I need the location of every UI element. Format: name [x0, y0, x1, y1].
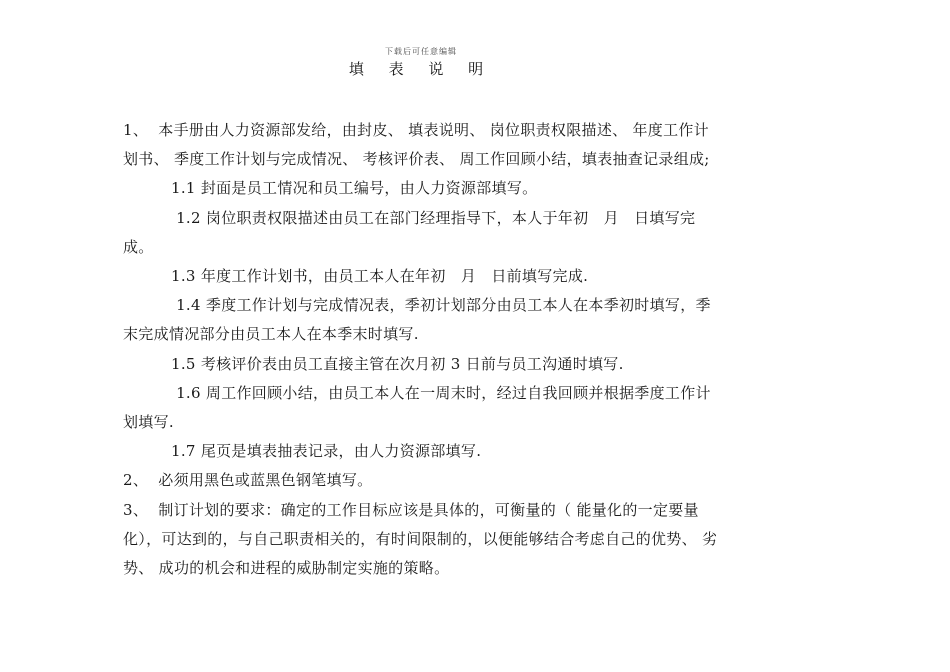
instruction-item-1-3: 1.3 年度工作计划书，由员工本人在年初 月 日前填写完成.	[171, 267, 589, 286]
instruction-item-2: 2、 必须用黑色或蓝黑色钢笔填写。	[123, 471, 373, 490]
page-title: 填 表 说 明	[348, 60, 494, 78]
watermark-text: 下载后可任意编辑	[385, 47, 457, 56]
instruction-item-1-7: 1.7 尾页是填表抽表记录，由人力资源部填写.	[171, 442, 482, 461]
instruction-item-1-4: 1.4 季度工作计划与完成情况表，季初计划部分由员工本人在本季初时填写，季末完成情况部分由员工本人在本季末时填写.	[123, 296, 711, 344]
instruction-item-3: 3、 制订计划的要求：确定的工作目标应该是具体的，可衡量的（ 能量化的一定要量化），可达到的，与自己职责相关的，有时间限制的，以便能够结合考虑自己的优势、 劣势、 成功的机会和进程的威胁制定实施的策略。	[123, 500, 718, 578]
instruction-item-1: 1、 本手册由人力资源部发给，由封皮、 填表说明、 岗位职责权限描述、 年度工作计划书、 季度工作计划与完成情况、 考核评价表、 周工作回顾小结，填表抽查记录组成;	[123, 121, 710, 169]
instruction-item-1-2: 1.2 岗位职责权限描述由员工在部门经理指导下，本人于年初 月 日填写完成。	[123, 208, 696, 256]
instruction-item-1-6: 1.6 周工作回顾小结，由员工本人在一周末时，经过自我回顾并根据季度工作计划填写.	[123, 383, 711, 432]
instruction-item-1-1: 1.1 封面是员工情况和员工编号，由人力资源部填写。	[171, 179, 538, 198]
instruction-item-1-5: 1.5 考核评价表由员工直接主管在次月初 3 日前与员工沟通时填写.	[171, 354, 624, 373]
instructions-body	[123, 116, 723, 583]
